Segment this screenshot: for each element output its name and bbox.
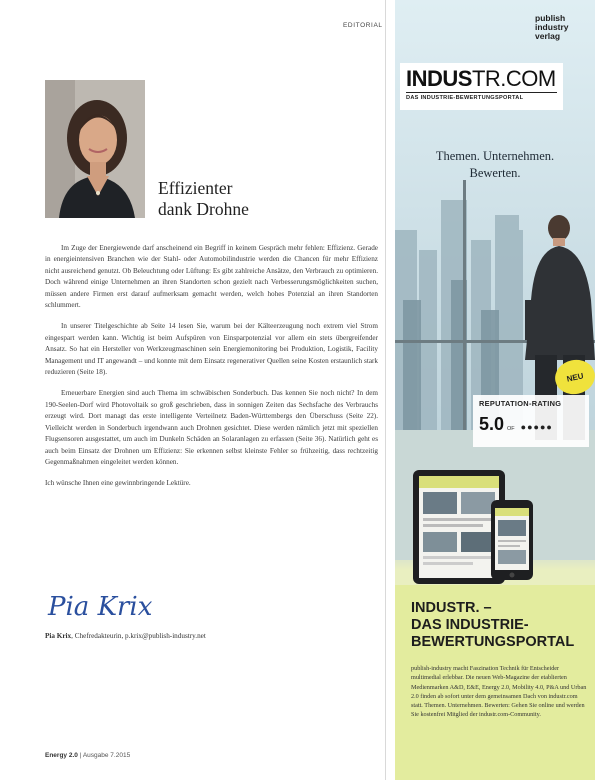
logo-subtitle: DAS INDUSTRIE-BEWERTUNGSPORTAL: [406, 92, 557, 101]
publisher-logo: [535, 14, 593, 41]
author-role-email: , Chefredakteurin, p.krix@publish-industry.net: [71, 632, 206, 640]
ad-heading-line-1: INDUSTR. –: [411, 600, 492, 616]
editorial-body: [45, 243, 378, 500]
author-name: Pia Krix: [45, 632, 72, 640]
tagline-line-2: Bewerten.: [469, 166, 521, 180]
author-portrait: [45, 80, 145, 218]
body-paragraph-3: Erneuerbare Energien sind auch Thema im schwäbischen Sonderbuch. Das kennen Sie noch nicht? In dem 190-Seelen-Dorf wird Photovoltaik so groß geschrieben, dass in sonnigen Zeiten das Sechsfache des Verbrauchs erzeugt wird. Dort managt das erste intelligente Verteilnetz Baden-Württembergs den Überschuss (Seite 22). Vielleicht werden in Sonderbuch irgendwann auch Drohnen gesichtet. Diese werden nämlich jetzt mit speziellen Flugsensoren ausgestattet, um auch im Dunkeln Schäden an Solaranlagen zu erfassen (Seite 36). Natürlich geht es auch beim Einsatz der Drohnen um Effizienz: Sie erkennen selbst kleinste Fehler so frühzeitig, dass rechtzeitig Gegenmaßnahmen eingeleitet werden können.: [45, 389, 378, 466]
ad-heading-line-2: DAS INDUSTRIE-: [411, 617, 529, 633]
body-paragraph-1: Im Zuge der Energiewende darf anscheinend ein Begriff in keinem Gespräch mehr fehlen: Effizienz. Gerade in energieintensiven Branchen wie der Stahl- oder Automobilindustrie werden die Chancen für mehr Effizienz nicht ausreichend genutzt. Ob Beleuchtung oder Lüftung: Es gibt zahlreiche Ansätze, den Verbrauch zu optimieren. Doch während einige Unternehmen an ihren Standorten schon gezielt nach Verbesserungsmöglichkeiten suchen, müssen andere Firmen erst darauf aufmerksam gemacht werden, welch hohes Potenzial an ihren Standorten schlummert.: [45, 244, 378, 310]
rating-value: 5.0: [479, 414, 505, 434]
column-divider: [385, 0, 386, 780]
logo-bold-part: INDUS: [406, 66, 472, 91]
ad-tagline: [395, 148, 595, 182]
industr-advertisement: [395, 0, 595, 780]
publisher-logo-line-1: publish: [535, 13, 566, 23]
new-badge: NEU: [552, 356, 595, 398]
editorial-headline: [158, 178, 358, 220]
tagline-line-1: Themen. Unternehmen.: [435, 149, 555, 163]
author-credit: [45, 632, 375, 640]
devices-image: [395, 462, 595, 587]
ad-heading-line-3: BEWERTUNGSPORTAL: [411, 634, 575, 650]
industr-logo: [400, 63, 563, 110]
headline-line-1: Effizienter: [158, 178, 233, 198]
reputation-rating-box: [473, 395, 589, 447]
author-signature: [46, 588, 206, 624]
page-footer: [45, 752, 130, 759]
logo-light-part: TR.COM: [471, 66, 556, 91]
body-paragraph-2: In unserer Titelgeschichte ab Seite 14 lesen Sie, warum bei der Kälteerzeugung noch extrem viel Strom eingespart werden kann. Wichtig ist beim Aufspüren von Einsparpotenzial vor allem ein stets übergreifender Ansatz. So hat ein Hersteller von Werkzeugmaschinen sein Energiemonitoring bei Produktion, Logistik, Facility Management und IT angewandt – und konnte mit dem Einsatz regenerativer Quellen seine Kosten erstaunlich stark reduzieren (Seite 18).: [45, 322, 378, 377]
publisher-logo-line-2: industry: [535, 22, 569, 32]
ad-heading: [411, 600, 587, 651]
rating-label: REPUTATION-RATING: [479, 399, 562, 408]
rating-unit: OF: [507, 426, 515, 432]
signature-text: Pia Krix: [48, 592, 153, 622]
section-label: EDITORIAL: [343, 22, 383, 29]
ad-description: publish-industry macht Faszination Technik für Entscheider multimedial erlebbar. Die neuen Web-Magazine der etablierten Medienmarken A&D, E&E, Energy 2.0, Mobility 4.0, P&A und Urban 2.0 finden ab sofort unter dem gemeinsamen Dach von industr.com statt. Themen. Unternehmen. Bewerten: Gehen Sie online und werden Sie kostenfrei Mitglied der industr.com-Community.: [411, 665, 587, 719]
footer-issue: | Ausgabe 7.2015: [77, 752, 131, 759]
publisher-logo-line-3: verlag: [535, 31, 561, 41]
closing-sentence: Ich wünsche Ihnen eine gewinnbringende Lektüre.: [45, 479, 191, 488]
headline-line-2: dank Drohne: [158, 199, 249, 219]
rating-dots: ●●●●●: [520, 422, 553, 432]
footer-magazine: Energy 2.0: [45, 752, 78, 759]
